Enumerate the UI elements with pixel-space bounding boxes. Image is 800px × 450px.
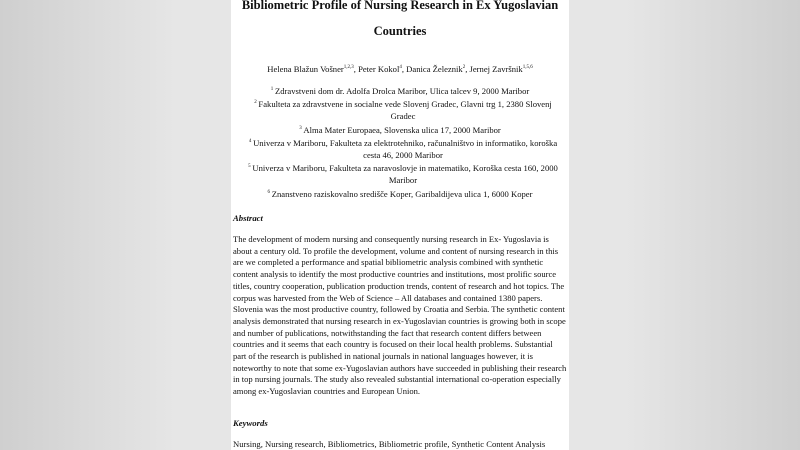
affiliation-item [231, 161, 569, 186]
author-name: Peter Kokol [358, 63, 400, 74]
author-affiliation-marker: 1,2,3 [343, 65, 354, 70]
affiliation-number: 5 [248, 164, 251, 170]
paper-title-line-1: Bibliometric Profile of Nursing Research in Ex Yugoslavian [241, 0, 559, 12]
abstract-heading: Abstract [233, 213, 263, 223]
affiliation-text: Alma Mater Europaea, Slovenska ulica 17, 2000 Maribor [303, 124, 501, 135]
author-name: Helena Blažun Vošner [267, 63, 344, 74]
author-affiliation-marker: 2 [462, 65, 466, 70]
affiliation-number: 2 [254, 100, 257, 106]
affiliation-text: Znanstveno raziskovalno središče Koper, Garibaldijeva ulica 1, 6000 Koper [271, 188, 533, 199]
abstract-body: The development of modern nursing and consequently nursing research in Ex- Yugoslavia is about a century old. To profile the development, volume and content of nursing research in this are we completed a performance and spatial bibliometric analysis combined with synthetic content analysis to identify the most productive countries and institutions, most prolific source titles, country cooperation, publication production trends, content of research and hot topics. The corpus was harvested from the Web of Science – All databases and contained 1380 papers. Slovenia was the most productive country, followed by Croatia and Serbia. The synthetic content analysis demonstrated that nursing research in ex-Yugoslavian countries is growing both in scope and number of publications, notwithstanding the fact that research content differs between countries and it seems that each country is focused on their local health problems. Substantial part of the research is published in national journals in national languages however, it is noteworthy to note that some ex-Yugoslavian authors have succeeded in publishing their research in top nursing journals. The study also revealed substantial international co-operation especially among ex-Yugoslavian countries and European Union. [233, 234, 567, 397]
affiliation-text: Fakulteta za zdravstvene in socialne vede Slovenj Gradec, Glavni trg 1, 2380 Slovenj Gradec [258, 99, 552, 122]
affiliation-item [231, 123, 569, 136]
document-page [231, 0, 569, 450]
author-name: Jernej Završnik [469, 63, 523, 74]
keywords-heading: Keywords [233, 418, 268, 428]
affiliation-item [231, 136, 569, 161]
affiliation-text: Univerza v Mariboru, Fakulteta za elektrotehniko, računalništvo in informatiko, koroška cesta 46, 2000 Maribor [253, 137, 558, 160]
affiliation-text: Zdravstveni dom dr. Adolfa Drolca Maribor, Ulica talcev 9, 2000 Maribor [274, 85, 530, 96]
affiliation-text: Univerza v Mariboru, Fakulteta za naravoslovje in matematiko, Koroška cesta 160, 2000 Maribor [252, 163, 558, 186]
affiliation-number: 1 [270, 87, 274, 92]
author-name: Danica Železnik [406, 63, 463, 74]
affiliation-item [231, 97, 569, 122]
author-list: Helena Blažun Vošner$^{1,2,3}$, Peter Kokol$^4$, Danica Železnik$^2$, Jernej Završnik$^{1,5,6}$ [267, 63, 533, 74]
affiliation-list [231, 84, 569, 200]
paper-title-line-2: Countries [373, 24, 427, 38]
keywords-body: Nursing, Nursing research, Bibliometrics, Bibliometric profile, Synthetic Content Analysis [233, 439, 546, 449]
affiliation-item [231, 84, 569, 97]
affiliation-item [231, 187, 569, 200]
author-affiliation-marker: 4 [399, 65, 402, 70]
affiliation-number: 3 [299, 125, 302, 131]
affiliation-number: 6 [267, 189, 271, 195]
author-affiliation-marker: 1,5,6 [522, 65, 533, 70]
affiliation-number: 4 [248, 138, 252, 144]
